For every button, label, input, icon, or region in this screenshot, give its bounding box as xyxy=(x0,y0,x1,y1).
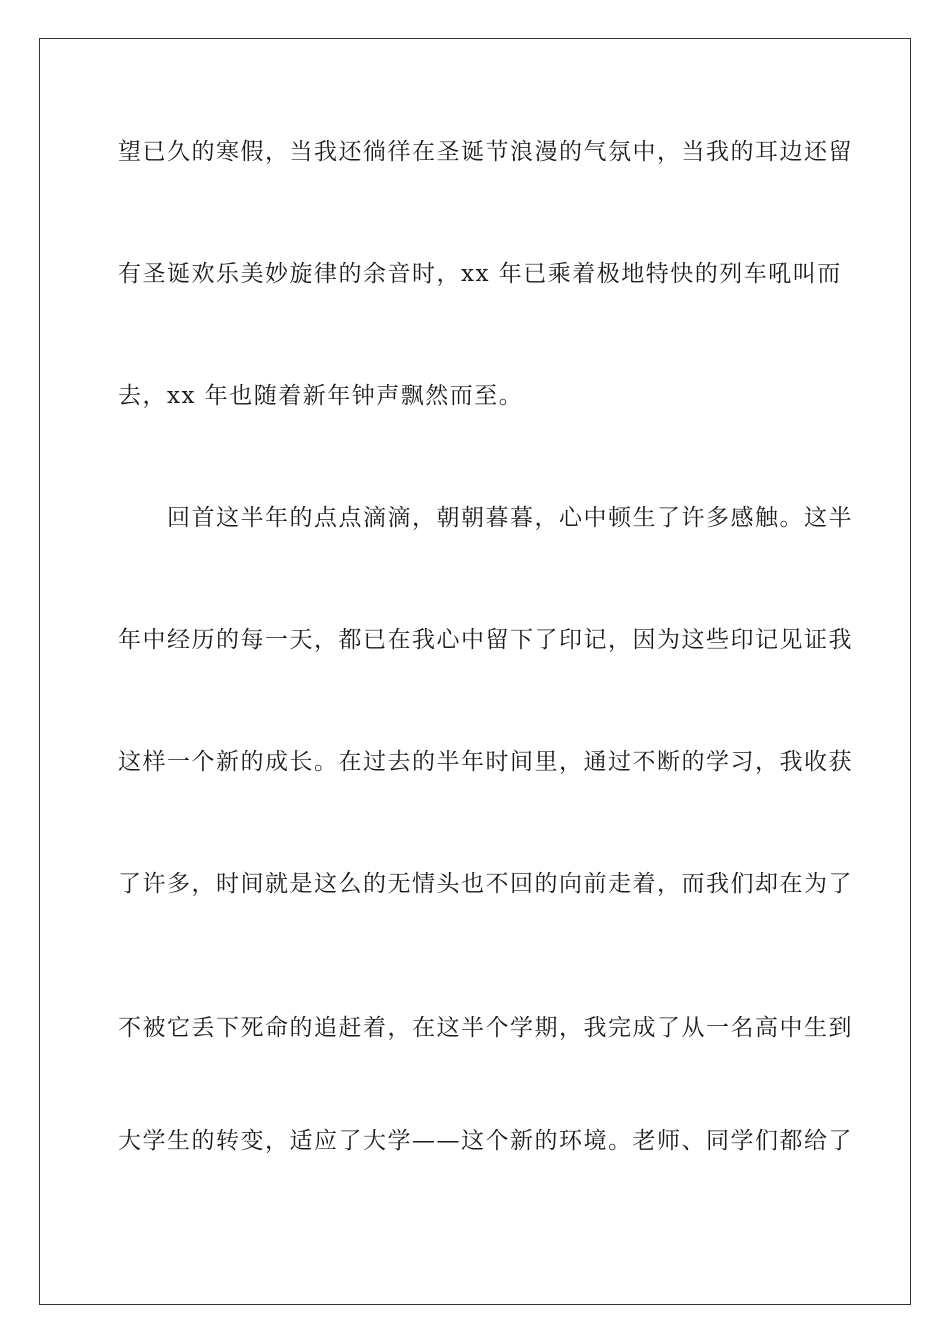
text-line-4: 回首这半年的点点滴滴，朝朝暮暮，心中顿生了许多感触。这半 xyxy=(118,505,853,531)
text-line-7: 了许多，时间就是这么的无情头也不回的向前走着，而我们却在为了 xyxy=(118,871,853,897)
text-line-3: 去，xx 年也随着新年钟声飘然而至。 xyxy=(118,383,524,409)
text-line-2: 有圣诞欢乐美妙旋律的余音时，xx 年已乘着极地特快的列车吼叫而 xyxy=(118,261,842,287)
text-line-6: 这样一个新的成长。在过去的半年时间里，通过不断的学习，我收获 xyxy=(118,749,853,775)
text-line-9: 大学生的转变，适应了大学——这个新的环境。老师、同学们都给了 xyxy=(118,1128,853,1154)
page-border xyxy=(39,38,911,1305)
text-line-1: 望已久的寒假，当我还徜徉在圣诞节浪漫的气氛中，当我的耳边还留 xyxy=(118,139,853,165)
text-line-8: 不被它丢下死命的追赶着，在这半个学期，我完成了从一名高中生到 xyxy=(118,1015,853,1041)
text-line-5: 年中经历的每一天，都已在我心中留下了印记，因为这些印记见证我 xyxy=(118,627,853,653)
